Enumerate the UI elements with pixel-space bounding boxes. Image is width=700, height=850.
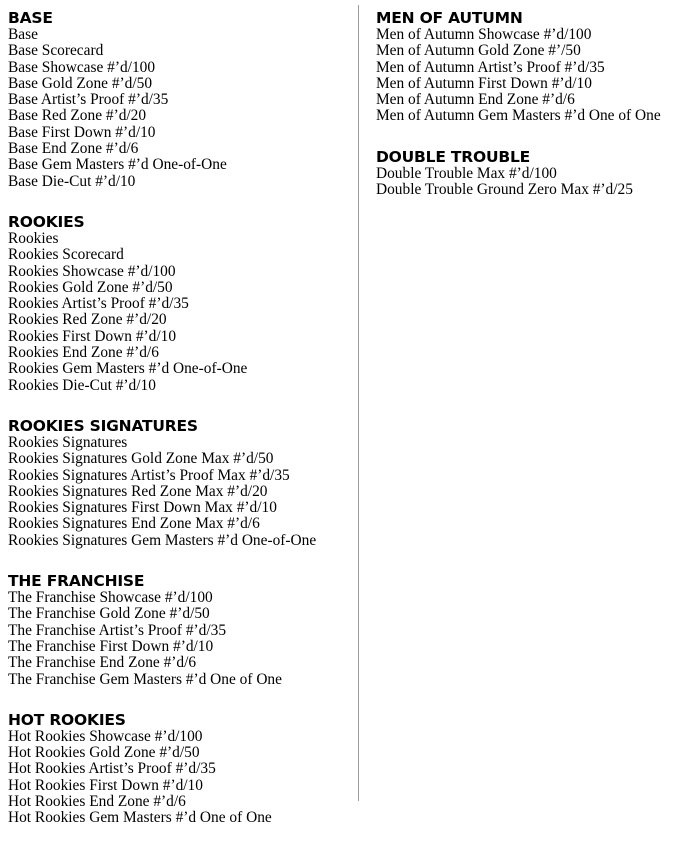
right-column <box>376 9 696 221</box>
list-item: Rookies Gem Masters #’d One-of-One <box>8 360 248 378</box>
list-item: Rookies Signatures Red Zone Max #’d/20 <box>8 482 268 500</box>
section-base <box>8 9 353 190</box>
item-list <box>8 231 353 394</box>
list-item: Rookies Scorecard <box>8 246 124 264</box>
section-title: HOT ROOKIES <box>8 710 126 729</box>
list-item: Rookies Signatures <box>8 433 128 451</box>
list-item: Hot Rookies First Down #’d/10 <box>8 776 203 794</box>
list-item: Hot Rookies Artist’s Proof #’d/35 <box>8 760 216 778</box>
section-title: DOUBLE TROUBLE <box>376 147 531 166</box>
list-item: Base Showcase #’d/100 <box>8 58 156 76</box>
item-list <box>8 435 353 549</box>
list-item: Rookies Signatures Gem Masters #’d One-of-One <box>8 531 317 549</box>
list-item: Rookies Signatures Gold Zone Max #’d/50 <box>8 450 274 468</box>
list-item: Base <box>8 26 38 43</box>
list-item: Rookies Signatures End Zone Max #’d/6 <box>8 515 260 533</box>
list-item: The Franchise Gem Masters #’d One of One <box>8 670 282 688</box>
list-item: Base Red Zone #’d/20 <box>8 107 147 125</box>
section-the-franchise <box>8 572 353 688</box>
item-list <box>376 27 696 125</box>
list-item: Rookies Artist’s Proof #’d/35 <box>8 295 189 313</box>
list-item: Hot Rookies End Zone #’d/6 <box>8 792 186 810</box>
item-list <box>8 729 353 827</box>
list-item: Base Gem Masters #’d One-of-One <box>8 156 227 174</box>
list-item: Rookies Signatures Artist’s Proof Max #’d/35 <box>8 466 290 484</box>
list-item: Base Gold Zone #’d/50 <box>8 74 153 92</box>
list-item: Men of Autumn Gem Masters #’d One of One <box>376 107 661 125</box>
section-title: ROOKIES SIGNATURES <box>8 416 198 435</box>
list-item: Hot Rookies Showcase #’d/100 <box>8 727 203 745</box>
left-column <box>8 9 353 850</box>
section-hot-rookies <box>8 711 353 827</box>
list-item: Men of Autumn Showcase #’d/100 <box>376 26 592 43</box>
section-rookies <box>8 213 353 394</box>
list-item: Base First Down #’d/10 <box>8 123 156 141</box>
list-item: Rookies Gold Zone #’d/50 <box>8 278 173 296</box>
list-item: Rookies Die-Cut #’d/10 <box>8 376 156 394</box>
list-item: Rookies First Down #’d/10 <box>8 327 177 345</box>
section-title: THE FRANCHISE <box>8 572 145 591</box>
item-list <box>8 590 353 688</box>
list-item: Double Trouble Max #’d/100 <box>376 164 557 182</box>
list-item: The Franchise Gold Zone #’d/50 <box>8 605 210 623</box>
list-item: Hot Rookies Gold Zone #’d/50 <box>8 744 200 762</box>
list-item: Men of Autumn End Zone #’d/6 <box>376 91 575 109</box>
list-item: Rookies <box>8 229 59 247</box>
list-item: Hot Rookies Gem Masters #’d One of One <box>8 809 272 827</box>
list-item: Men of Autumn First Down #’d/10 <box>376 74 592 92</box>
list-item: Base Scorecard <box>8 42 104 60</box>
section-title: MEN OF AUTUMN <box>376 9 523 27</box>
column-divider <box>358 5 359 801</box>
list-item: Rookies Red Zone #’d/20 <box>8 311 167 329</box>
section-rookies-signatures <box>8 417 353 549</box>
list-item: Men of Autumn Gold Zone #’/50 <box>376 42 581 60</box>
list-item: Base Artist’s Proof #’d/35 <box>8 91 169 109</box>
list-item: Base End Zone #’d/6 <box>8 140 139 158</box>
list-item: Base Die-Cut #’d/10 <box>8 172 136 190</box>
list-item: The Franchise First Down #’d/10 <box>8 637 214 655</box>
list-item: Rookies Signatures First Down Max #’d/10 <box>8 499 277 517</box>
list-item: The Franchise Showcase #’d/100 <box>8 589 213 607</box>
item-list <box>376 166 696 199</box>
list-item: Rookies End Zone #’d/6 <box>8 344 159 362</box>
list-item: Rookies Showcase #’d/100 <box>8 262 176 280</box>
item-list <box>8 27 353 190</box>
list-item: Men of Autumn Artist’s Proof #’d/35 <box>376 58 605 76</box>
section-title: BASE <box>8 9 53 27</box>
list-item: The Franchise End Zone #’d/6 <box>8 654 197 672</box>
list-item: The Franchise Artist’s Proof #’d/35 <box>8 621 227 639</box>
list-item: Double Trouble Ground Zero Max #’d/25 <box>376 181 633 199</box>
section-title: ROOKIES <box>8 212 85 231</box>
section-men-of-autumn <box>376 9 696 125</box>
section-double-trouble <box>376 148 696 199</box>
